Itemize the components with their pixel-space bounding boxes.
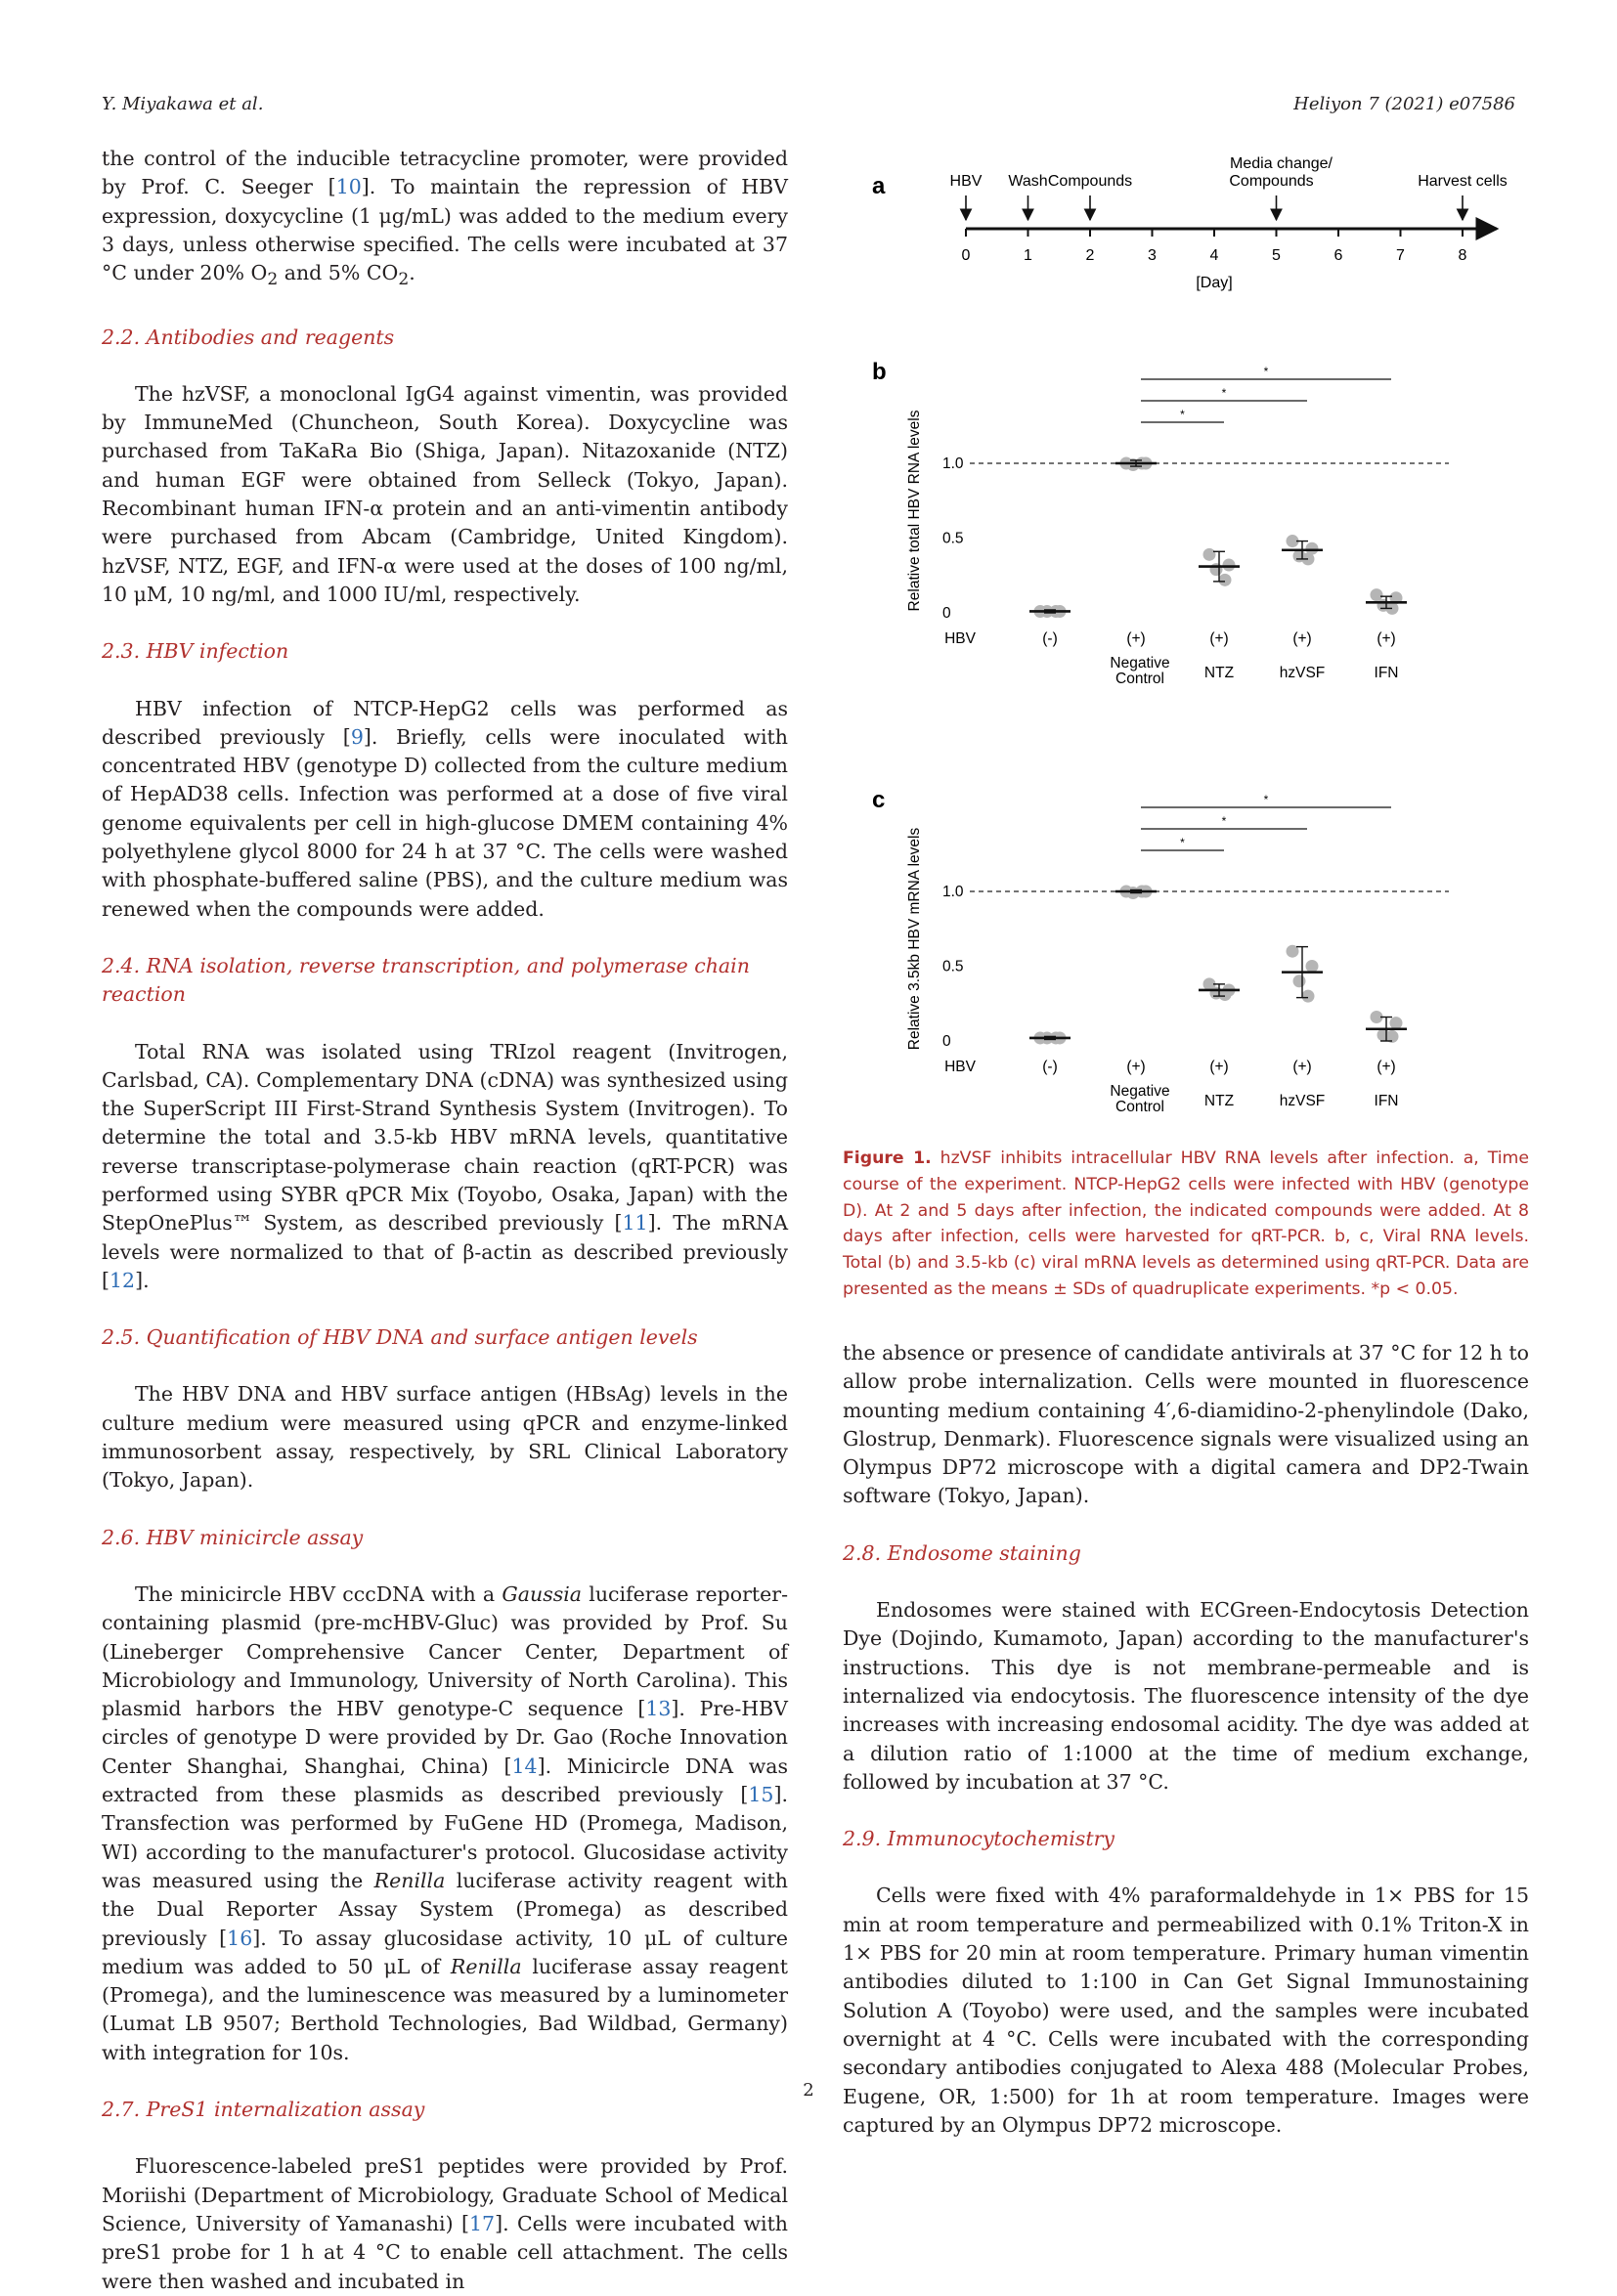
data-point (1293, 975, 1306, 987)
hbv-status-label: (+) (1292, 630, 1312, 647)
hbv-status-label: (+) (1126, 630, 1146, 647)
hbv-status-label: (-) (1042, 630, 1058, 647)
category-label: Negative (1110, 1083, 1170, 1100)
section-heading: 2.9. Immunocytochemistry (843, 1827, 1114, 1851)
timeline-tick-label: 1 (1024, 247, 1032, 264)
paragraph: Cells were fixed with 4% paraformaldehyde in 1× PBS for 15 min at room temperature and permeabilized with 0.1% Triton-X in 1× PBS for 20 min at room temperature. Primary human vimentin antibodies diluted to 1:100 in Can Get Signal Immunostaining Solution A (Toyobo) were used, and the samples were incubated overnight at 4 °C. Cells were incubated with the corresponding secondary antibodies conjugated to Alexa 488 (Molecular Probes, Eugene, OR, 1:500) for 1h at room temperature. Images were captured by an Olympus DP72 microscope. (843, 1884, 1529, 2137)
hbv-status-label: (+) (1209, 630, 1229, 647)
paragraph: Fluorescence-labeled preS1 peptides were provided by Prof. Moriishi (Department of Microbiology, Graduate School of Medical Science, University of Yamanashi) [17]. Cells were incubated with preS1 probe for 1 h at 4 °C to enable cell attachment. The cells were then washed and incubated in (102, 2154, 789, 2293)
paragraph: the absence or presence of candidate antivirals at 37 °C for 12 h to allow probe internalization. Cells were mounted in fluorescence mounting medium containing 4′,6-diamidino-2-phenylindole (Dako, Glostrup, Denmark). Fluorescence signals were visualized using an Olympus DP72 microscope with a digital camera and DP2-Twain software (Tokyo, Japan). (843, 1341, 1529, 1508)
hbv-status-label: (-) (1042, 1059, 1058, 1075)
data-point (1223, 559, 1236, 572)
data-point (1203, 548, 1216, 561)
section-heading: 2.5. Quantification of HBV DNA and surface antigen levels (102, 1325, 698, 1350)
timeline-tick-label: 7 (1396, 247, 1405, 264)
data-point (1306, 960, 1319, 973)
paragraph: The hzVSF, a monoclonal IgG4 against vimentin, was provided by ImmuneMed (Chuncheon, South Korea). Doxycycline was purchased from TaKaRa Bio (Shiga, Japan). Nitazoxanide (NTZ) and human EGF were obtained from Selleck (Tokyo, Japan). Recombinant human IFN-α protein and an anti-vimentin antibody were purchased from Abcam (Cambridge, United Kingdom). hzVSF, NTZ, EGF, and IFN-α were used at the doses of 100 ng/ml, 10 μM, 10 ng/ml, and 1000 IU/ml, respectively. (102, 381, 788, 606)
section-heading: 2.8. Endosome staining (843, 1540, 1081, 1565)
hbv-row-label: HBV (944, 630, 976, 647)
timeline-tick-label: 0 (961, 247, 971, 264)
paragraph: HBV infection of NTCP-HepG2 cells was performed as described previously [9]. Briefly, cells were inoculated with concentrated HBV (genotype D) collected from the culture medium of HepAD38 cells. Infection was performed at a dose of five viral genome equivalents per cell in high-glucose DMEM containing 4% polyethylene glycol 8000 for 24 h at 37 °C. The cells were washed with phosphate-buffered saline (PBS), and the culture medium was renewed when the compounds were added. (102, 696, 788, 921)
panel-label-a: a (872, 173, 886, 199)
significance-label: * (1263, 793, 1269, 806)
category-label: Negative (1110, 655, 1170, 671)
hbv-status-label: (+) (1377, 1059, 1396, 1075)
y-tick-label: 1.0 (942, 455, 964, 472)
event-label: Media change/ (1230, 155, 1333, 172)
right-column (843, 1339, 1529, 2140)
significance-label: * (1180, 836, 1185, 849)
data-point (1219, 574, 1232, 586)
category-label: NTZ (1203, 665, 1235, 681)
panel-label-b: b (872, 359, 887, 385)
left-column (102, 145, 788, 2296)
hbv-status-label: (+) (1377, 630, 1396, 647)
figure-caption (843, 1146, 1529, 1303)
event-label: Compounds (1229, 173, 1314, 190)
caption-title: Figure 1. (843, 1148, 932, 1168)
figure-1-svg (843, 145, 1527, 1142)
y-tick-label: 0 (942, 1033, 951, 1050)
figure-1 (843, 145, 1527, 1142)
category-label: hzVSF (1279, 1093, 1326, 1109)
timeline-tick-label: 8 (1458, 247, 1467, 264)
category-label: IFN (1374, 1093, 1399, 1109)
significance-label: * (1263, 365, 1269, 378)
hbv-row-label: HBV (944, 1059, 976, 1075)
y-tick-label: 1.0 (942, 884, 964, 900)
section-heading: 2.3. HBV infection (102, 639, 289, 664)
significance-label: * (1221, 386, 1227, 400)
timeline-tick-label: 4 (1209, 247, 1219, 264)
timeline-xlabel: [Day] (1196, 275, 1233, 291)
caption-text: hzVSF inhibits intracellular HBV RNA levels after infection. a, Time course of the experiment. NTCP-HepG2 cells were infected with HBV (genotype D). At 2 and 5 days after infection, the indicated compounds were added. At 8 days after infection, cells were harvested for qRT-PCR. b, c, Viral RNA levels. Total (b) and 3.5-kb (c) viral mRNA levels as determined using qRT-PCR. Data are presented as the means ± SDs of quadruplicate experiments. *p < 0.05. (843, 1148, 1529, 1299)
y-axis-label: Relative 3.5kb HBV mRNA levels (906, 827, 923, 1051)
hbv-status-label: (+) (1209, 1059, 1229, 1075)
hbv-status-label: (+) (1126, 1059, 1146, 1075)
significance-label: * (1180, 408, 1185, 421)
timeline-tick-label: 2 (1085, 247, 1095, 264)
paragraph: The minicircle HBV cccDNA with a Gaussia luciferase reporter-containing plasmid (pre-mcHBV-Gluc) was provided by Prof. Su (Lineberger Comprehensive Cancer Center, Department of Microbiology and Immunology, University of North Carolina). This plasmid harbors the HBV genotype-C sequence [13]. Pre-HBV circles of genotype D were provided by Dr. Gao (Roche Innovation Center Shanghai, Shanghai, China) [14]. Minicircle DNA was extracted from these plasmids as described previously [15]. Transfection was performed by FuGene HD (Promega, Madison, WI) according to the manufacturer's protocol. Glucosidase activity was measured using the Renilla luciferase activity reagent with the Dual Reporter Assay System (Promega) as described previously [16]. To assay glucosidase activity, 10 μL of culture medium was added to 50 μL of Renilla luciferase assay reagent (Promega), and the luminescence was measured by a luminometer (Lumat LB 9507; Berthold Technologies, Bad Wildbad, Germany) with integration for 10s. (102, 1581, 789, 2064)
paragraph: the control of the inducible tetracycline promoter, were provided by Prof. C. Seeger [10]. To maintain the repression of HBV expression, doxycycline (1 μg/mL) was added to the medium every 3 days, unless otherwise specified. The cells were incubated at 37 °C under 20% $O_2$ and 5% $CO_2$. (102, 147, 788, 290)
timeline-tick-label: 3 (1148, 247, 1157, 264)
y-tick-label: 0.5 (942, 958, 964, 975)
page-number: 2 (803, 2080, 814, 2101)
category-label: hzVSF (1279, 665, 1326, 681)
section-heading: 2.2. Antibodies and reagents (102, 325, 395, 349)
category-label: Control (1115, 1099, 1164, 1115)
category-label: IFN (1374, 665, 1399, 681)
event-label: Harvest cells (1418, 173, 1508, 190)
event-label: Compounds (1047, 173, 1133, 190)
category-label: Control (1115, 671, 1164, 687)
data-point (1371, 588, 1383, 601)
paragraph: Endosomes were stained with ECGreen-Endocytosis Detection Dye (Dojindo, Kumamoto, Japan) according to the manufacturer's instructions. This dye is not membrane-permeable and is internalized via endocytosis. The fluorescence intensity of the dye increases with increasing endosomal acidity. The dye was added at a dilution ratio of 1:1000 at the time of medium exchange, followed by incubation at 37 °C. (843, 1598, 1529, 1794)
paragraph: Total RNA was isolated using TRIzol reagent (Invitrogen, Carlsbad, CA). Complementary DNA (cDNA) was synthesized using the SuperScript III First-Strand Synthesis System (Invitrogen). To determine the total and 3.5-kb HBV mRNA levels, quantitative reverse transcriptase-polymerase chain reaction (qRT-PCR) was performed using SYBR qPCR Mix (Toyobo, Osaka, Japan) with the StepOnePlus™ System, as described previously [11]. The mRNA levels were normalized to that of β-actin as described previously [12]. (102, 1039, 788, 1292)
event-label: HBV (949, 173, 983, 190)
event-label: Wash (1008, 173, 1048, 190)
y-tick-label: 0.5 (942, 530, 964, 547)
running-header-journal: Heliyon 7 (2021) e07586 (1293, 94, 1515, 114)
section-heading: 2.4. RNA isolation, reverse transcription, and polymerase chain reaction (102, 953, 750, 1007)
running-header-authors: Y. Miyakawa et al. (102, 94, 264, 114)
significance-label: * (1221, 814, 1227, 828)
data-point (1302, 990, 1315, 1003)
y-axis-label: Relative total HBV RNA levels (906, 410, 923, 612)
hbv-status-label: (+) (1292, 1059, 1312, 1075)
category-label: NTZ (1203, 1093, 1235, 1109)
data-point (1210, 563, 1223, 576)
section-heading: 2.6. HBV minicircle assay (102, 1525, 364, 1549)
data-point (1390, 1017, 1403, 1029)
timeline-tick-label: 5 (1272, 247, 1281, 264)
paragraph: The HBV DNA and HBV surface antigen (HBsAg) levels in the culture medium were measured using qPCR and enzyme-linked immunosorbent assay, respectively, by SRL Clinical Laboratory (Tokyo, Japan). (102, 1382, 788, 1493)
y-tick-label: 0 (942, 605, 951, 622)
timeline-tick-label: 6 (1333, 247, 1343, 264)
section-heading: 2.7. PreS1 internalization assay (102, 2098, 425, 2122)
panel-label-c: c (872, 787, 886, 813)
